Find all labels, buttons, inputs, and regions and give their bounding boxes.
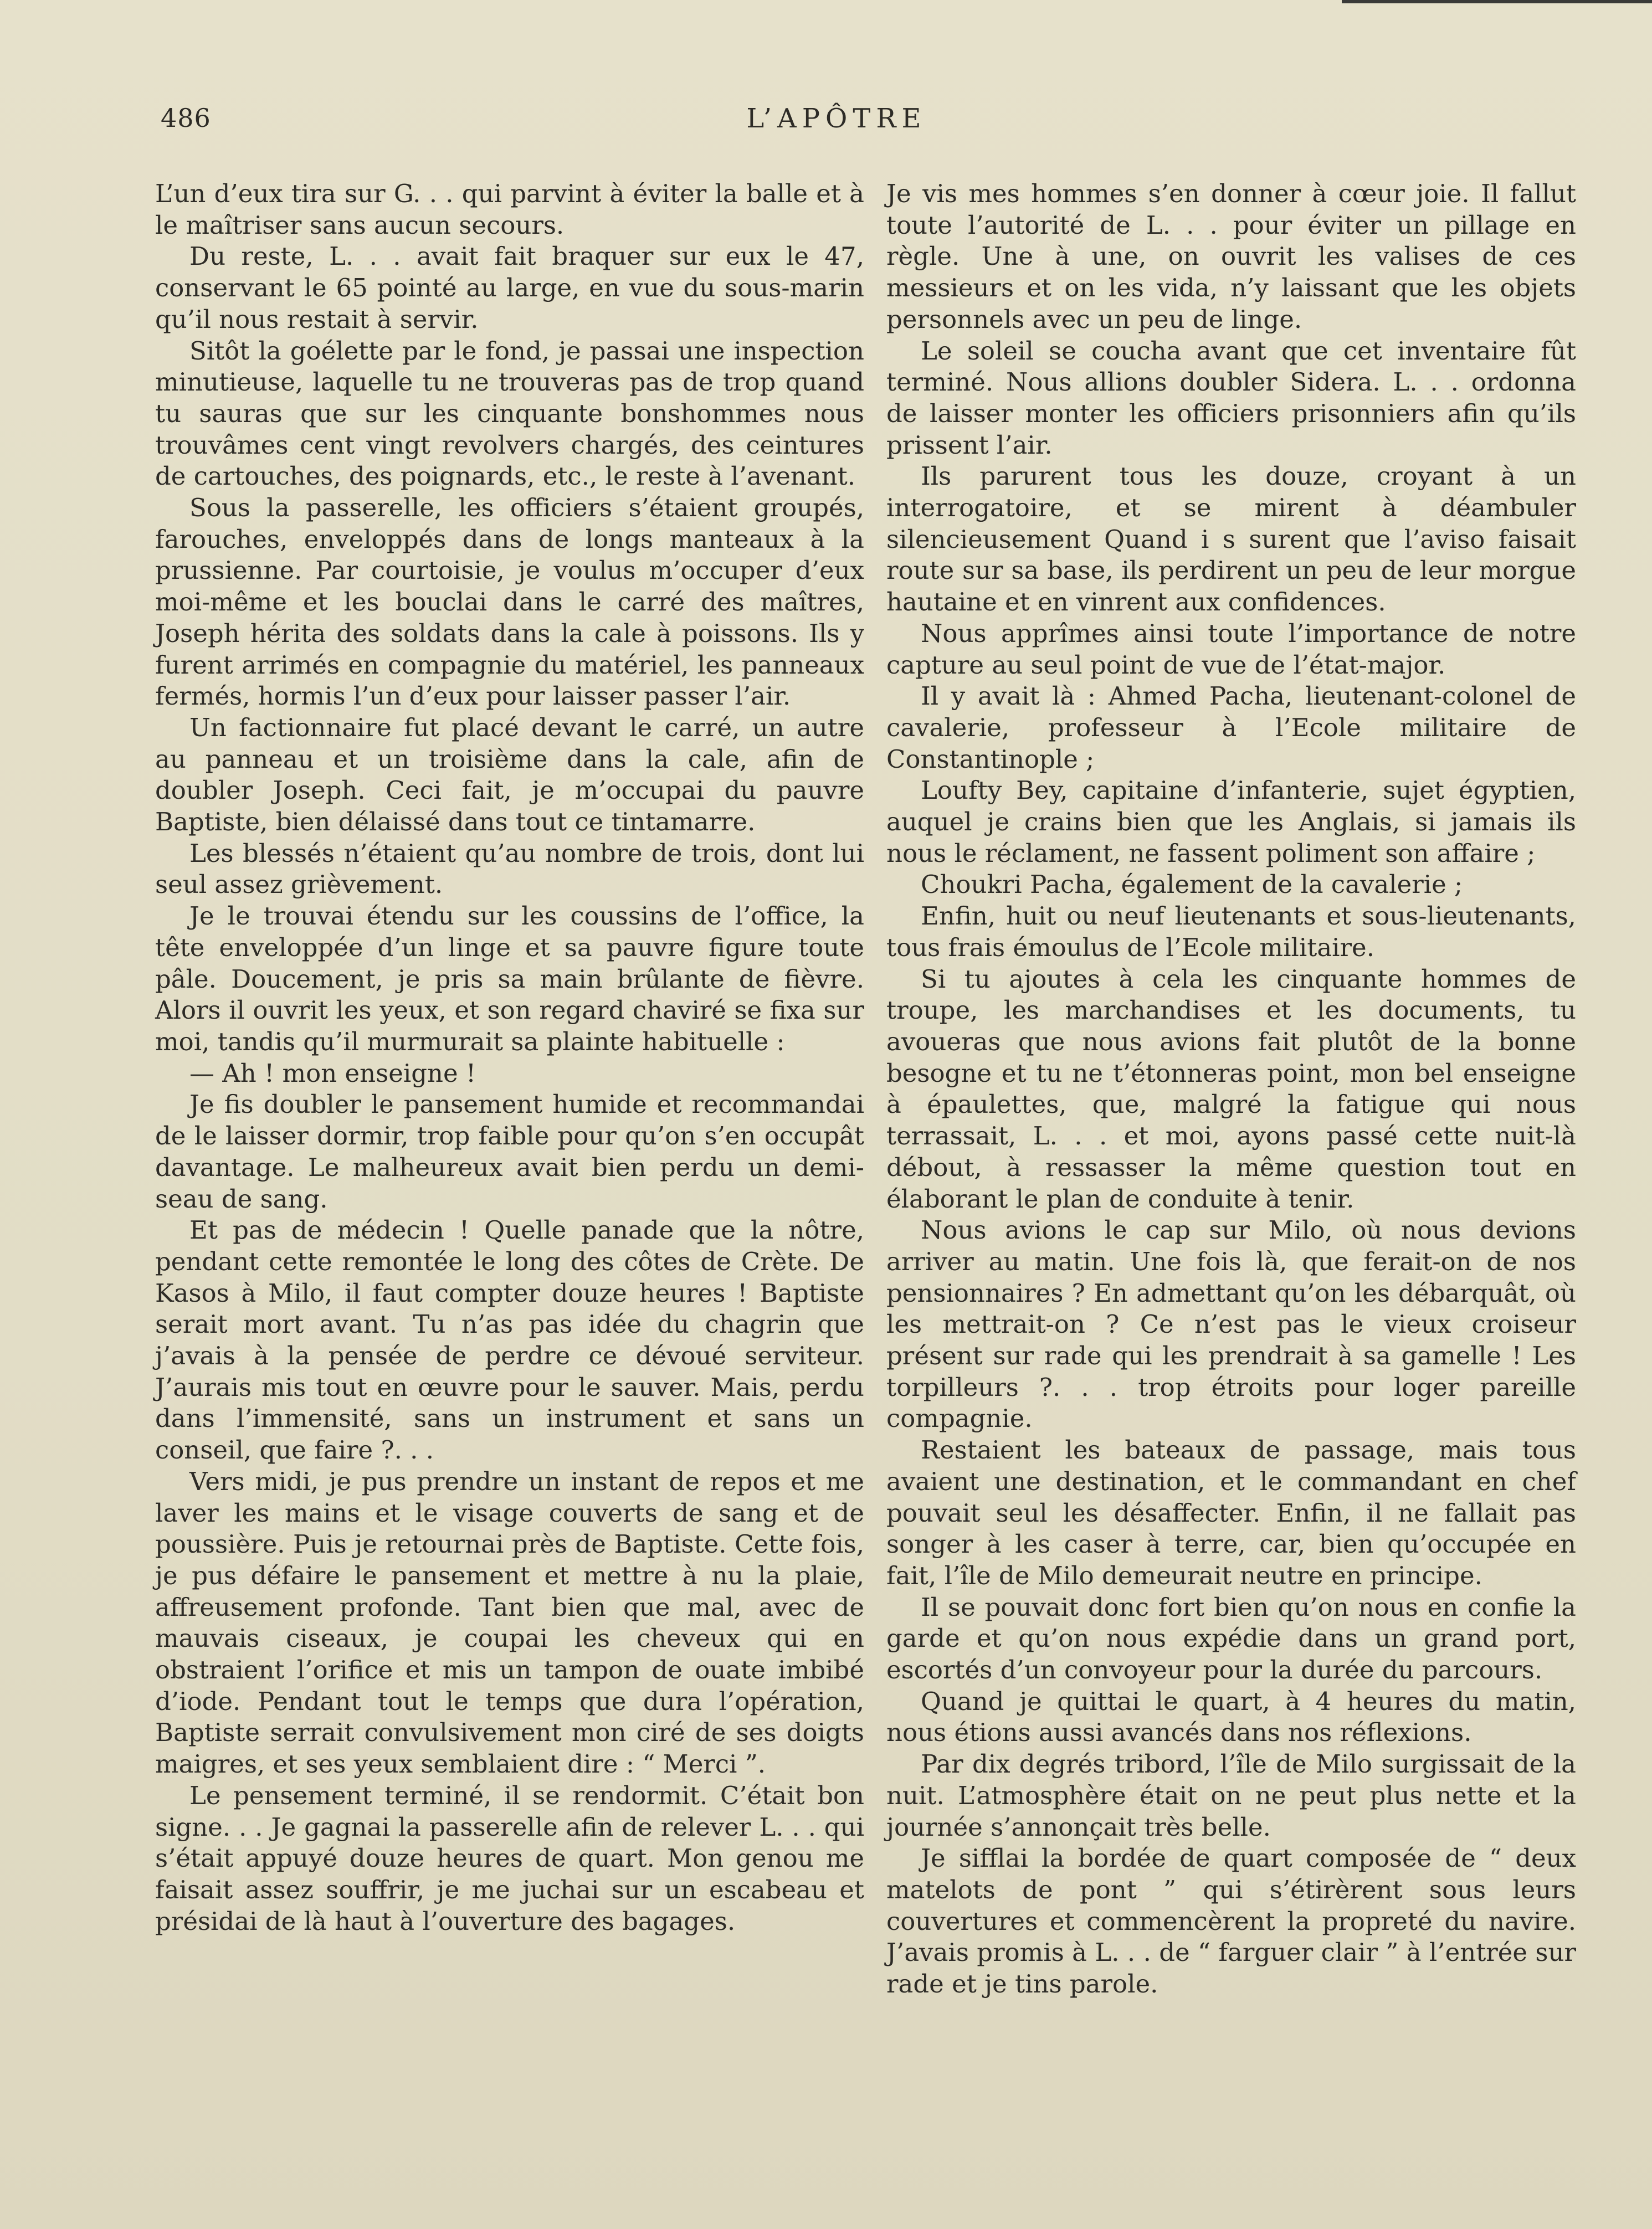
paragraph: Par dix degrés tribord, l’île de Milo surgissait de la nuit. L’atmosphère était on ne peut plus nette et la journée s’annonçait très belle.	[886, 1749, 1576, 1842]
paragraph: Nous apprîmes ainsi toute l’importance de notre capture au seul point de vue de l’état-major.	[886, 618, 1576, 680]
paragraph: Le pensement terminé, il se rendormit. C’était bon signe. . . Je gagnai la passerelle afin de relever L. . . qui s’était appuyé douze heures de quart. Mon genou me faisait assez souffrir, je me juchai sur un escabeau et présidai de là haut à l’ouverture des bagages.	[155, 1780, 864, 1936]
dialogue-line: — Ah ! mon enseigne !	[189, 1058, 476, 1088]
paragraph: Du reste, L. . . avait fait braquer sur eux le 47, conservant le 65 pointé au large, en vue du sous-marin qu’il nous restait à servir.	[155, 242, 864, 334]
paragraph: Il y avait là : Ahmed Pacha, lieutenant-colonel de cavalerie, professeur à l’Ecole militaire de Constantinople ;	[886, 681, 1576, 774]
paragraph: Je le trouvai étendu sur les coussins de l’office, la tête enveloppée d’un linge et sa pauvre figure toute pâle. Doucement, je pris sa main brûlante de fièvre. Alors il ouvrit les yeux, et son regard chaviré se fixa sur moi, tandis qu’il murmurait sa plainte habituelle :	[155, 901, 864, 1056]
running-title: L’APÔTRE	[746, 103, 927, 134]
paragraph: Vers midi, je pus prendre un instant de repos et me laver les mains et le visage couverts de sang et de poussière. Puis je retournai près de Baptiste. Cette fois, je pus défaire le pansement et mettre à nu la plaie, affreusement profonde. Tant bien que mal, avec de mauvais ciseaux, je coupai les cheveux qui en obstraient l’orifice et mis un tampon de ouate imbibé d’iode. Pendant tout le temps que dura l’opération, Baptiste serrait convulsivement mon ciré de ses doigts maigres, et ses yeux semblaient dire : “ Merci ”.	[155, 1466, 864, 1779]
paragraph: Sous la passerelle, les officiers s’étaient groupés, farouches, enveloppés dans de longs manteaux à la prussienne. Par courtoisie, je voulus m’occuper d’eux moi-même et les bouclai dans le carré des maîtres, Joseph hérita des soldats dans la cale à poissons. Ils y furent arrimés en compagnie du matériel, les panneaux fermés, hormis l’un d’eux pour laisser passer l’air.	[155, 493, 864, 711]
paragraph: Choukri Pacha, également de la cavalerie ;	[921, 870, 1463, 900]
paragraph: Les blessés n’étaient qu’au nombre de trois, dont lui seul assez grièvement.	[155, 838, 864, 900]
paragraph: Sitôt la goélette par le fond, je passai une inspection minutieuse, laquelle tu ne trouveras pas de trop quand tu sauras que sur les cinquante bonshommes nous trouvâmes cent vingt revolvers chargés, des ceintures de cartouches, des poignards, etc., le reste à l’avenant.	[155, 336, 864, 491]
running-head	[155, 103, 1518, 153]
paragraph: Loufty Bey, capitaine d’infanterie, sujet égyptien, auquel je crains bien que les Anglais, si jamais ils nous le réclament, ne fassent poliment son affaire ;	[886, 775, 1576, 868]
paragraph: Je vis mes hommes s’en donner à cœur joie. Il fallut toute l’autorité de L. . . pour éviter un pillage en règle. Une à une, on ouvrit les valises de ces messieurs et on les vida, n’y laissant que les objets personnels avec un peu de linge.	[886, 179, 1576, 334]
paragraph: Et pas de médecin ! Quelle panade que la nôtre, pendant cette remontée le long des côtes de Crète. De Kasos à Milo, il faut compter douze heures ! Baptiste serait mort avant. Tu n’as pas idée du chagrin que j’avais à la pensée de perdre ce dévoué serviteur. J’aurais mis tout en œuvre pour le sauver. Mais, perdu dans l’immensité, sans un instrument et sans un conseil, que faire ?. . .	[155, 1215, 864, 1465]
paragraph: Nous avions le cap sur Milo, où nous devions arriver au matin. Une fois là, que ferait-on de nos pensionnaires ? En admettant qu’on les débarquât, où les mettrait-on ? Ce n’est pas le vieux croiseur présent sur rade qui les prendrait à sa gamelle ! Les torpilleurs ?. . . trop étroits pour loger pareille compagnie.	[886, 1215, 1576, 1434]
page-number: 486	[161, 103, 211, 133]
paragraph: Restaient les bateaux de passage, mais tous avaient une destination, et le commandant en chef pouvait seul les désaffecter. Enfin, il ne fallait pas songer à les caser à terre, car, bien qu’occupée en fait, l’île de Milo demeurait neutre en principe.	[886, 1435, 1576, 1590]
paragraph: Quand je quittai le quart, à 4 heures du matin, nous étions aussi avancés dans nos réflexions.	[886, 1686, 1576, 1748]
paragraph: Je sifflai la bordée de quart composée de “ deux matelots de pont ” qui s’étirèrent sous leurs couvertures et commencèrent la propreté du navire. J’avais promis à L. . . de “ farguer clair ” à l’entrée sur rade et je tins parole.	[886, 1843, 1576, 1999]
paragraph: Il se pouvait donc fort bien qu’on nous en confie la garde et qu’on nous expédie dans un grand port, escortés d’un convoyeur pour la durée du parcours.	[886, 1592, 1576, 1685]
left-column	[155, 178, 864, 1937]
top-edge-rule	[1342, 0, 1652, 3]
paragraph: Je fis doubler le pansement humide et recommandai de le laisser dormir, trop faible pour qu’on s’en occupât davantage. Le malheureux avait bien perdu un demi-seau de sang.	[155, 1090, 864, 1214]
paragraph: L’un d’eux tira sur G. . . qui parvint à éviter la balle et à le maîtriser sans aucun secours.	[155, 179, 864, 240]
paragraph: Un factionnaire fut placé devant le carré, un autre au panneau et un troisième dans la cale, afin de doubler Joseph. Ceci fait, je m’occupai du pauvre Baptiste, bien délaissé dans tout ce tintamarre.	[155, 712, 864, 837]
paragraph: Enfin, huit ou neuf lieutenants et sous-lieutenants, tous frais émoulus de l’Ecole militaire.	[886, 901, 1576, 962]
right-column	[886, 178, 1576, 2000]
paragraph: Si tu ajoutes à cela les cinquante hommes de troupe, les marchandises et les documents, tu avoueras que nous avions fait plutôt de la bonne besogne et tu ne t’étonneras point, mon bel enseigne à épaulettes, que, malgré la fatigue qui nous terrassait, L. . . et moi, ayons passé cette nuit-là débout, à ressasser la même question tout en élaborant le plan de conduite à tenir.	[886, 964, 1576, 1214]
paragraph: Le soleil se coucha avant que cet inventaire fût terminé. Nous allions doubler Sidera. L. . . ordonna de laisser monter les officiers prisonniers afin qu’ils prissent l’air.	[886, 336, 1576, 460]
paragraph: Ils parurent tous les douze, croyant à un interrogatoire, et se mirent à déambuler silencieusement Quand i s surent que l’aviso faisait route sur sa base, ils perdirent un peu de leur morgue hautaine et en vinrent aux confidences.	[886, 461, 1576, 617]
